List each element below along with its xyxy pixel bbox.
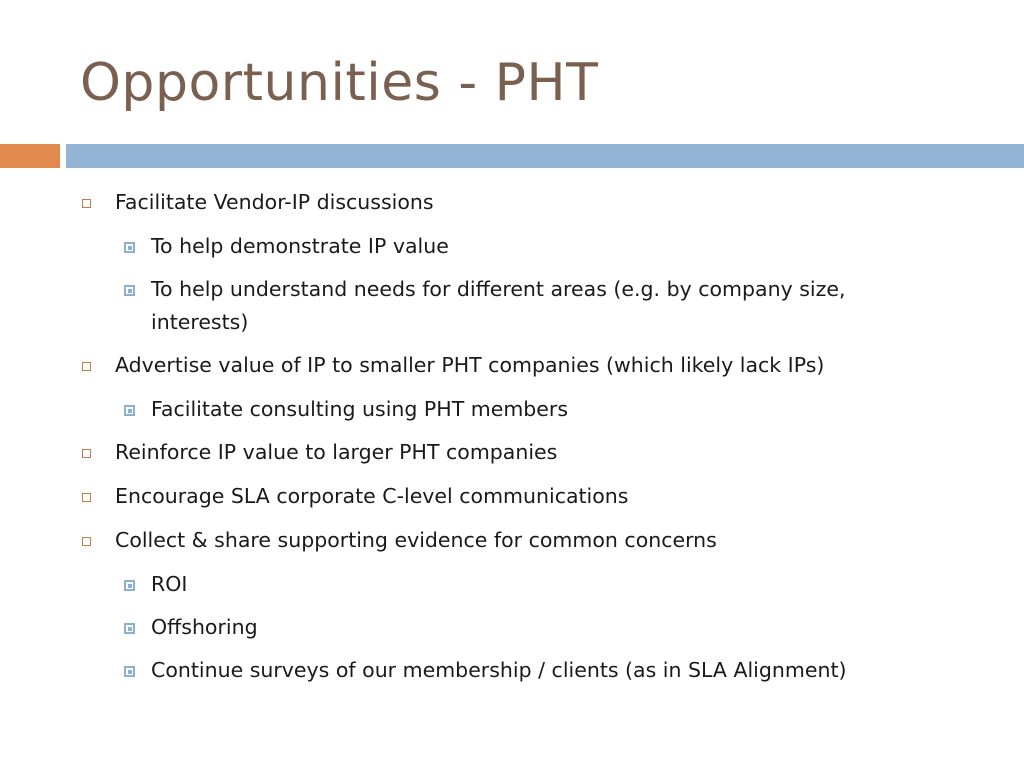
bullet-item-level-2 bbox=[0, 273, 931, 339]
bullet-text: Continue surveys of our membership / clients (as in SLA Alignment) bbox=[151, 658, 847, 682]
hollow-square-bullet-icon bbox=[82, 199, 91, 208]
filled-square-bullet-icon bbox=[124, 580, 135, 591]
bullet-item-level-2 bbox=[0, 393, 931, 426]
bullet-item-level-1 bbox=[0, 480, 1024, 513]
filled-square-bullet-icon bbox=[124, 623, 135, 634]
bullet-text: To help understand needs for different areas (e.g. by company size, interests) bbox=[151, 277, 846, 334]
filled-square-bullet-icon bbox=[124, 285, 135, 296]
hollow-square-bullet-icon bbox=[82, 493, 91, 502]
bullet-text: Facilitate consulting using PHT members bbox=[151, 397, 569, 421]
bullet-text: To help demonstrate IP value bbox=[151, 234, 449, 258]
bullet-item-level-1 bbox=[0, 524, 1024, 557]
accent-bar-orange bbox=[0, 144, 60, 168]
bullet-text: Reinforce IP value to larger PHT companies bbox=[115, 440, 558, 464]
bullet-item-level-1 bbox=[0, 186, 1024, 219]
bullet-text: Collect & share supporting evidence for common concerns bbox=[115, 528, 717, 552]
bullet-item-level-2 bbox=[0, 611, 931, 644]
filled-square-bullet-icon bbox=[124, 666, 135, 677]
bullet-item-level-2 bbox=[0, 230, 931, 263]
bullet-text: Advertise value of IP to smaller PHT companies (which likely lack IPs) bbox=[115, 353, 825, 377]
bullet-list bbox=[0, 186, 1024, 697]
bullet-text: Offshoring bbox=[151, 615, 258, 639]
hollow-square-bullet-icon bbox=[82, 362, 91, 371]
filled-square-bullet-icon bbox=[124, 242, 135, 253]
bullet-item-level-2 bbox=[0, 568, 931, 601]
bullet-text: Encourage SLA corporate C-level communications bbox=[115, 484, 629, 508]
slide-title: Opportunities - PHT bbox=[80, 53, 599, 113]
accent-bar-blue bbox=[66, 144, 1024, 168]
hollow-square-bullet-icon bbox=[82, 449, 91, 458]
filled-square-bullet-icon bbox=[124, 405, 135, 416]
bullet-item-level-1 bbox=[0, 349, 1024, 382]
bullet-text: Facilitate Vendor-IP discussions bbox=[115, 190, 434, 214]
bullet-item-level-1 bbox=[0, 436, 1024, 469]
hollow-square-bullet-icon bbox=[82, 537, 91, 546]
bullet-item-level-2 bbox=[0, 654, 931, 687]
bullet-text: ROI bbox=[151, 572, 188, 596]
